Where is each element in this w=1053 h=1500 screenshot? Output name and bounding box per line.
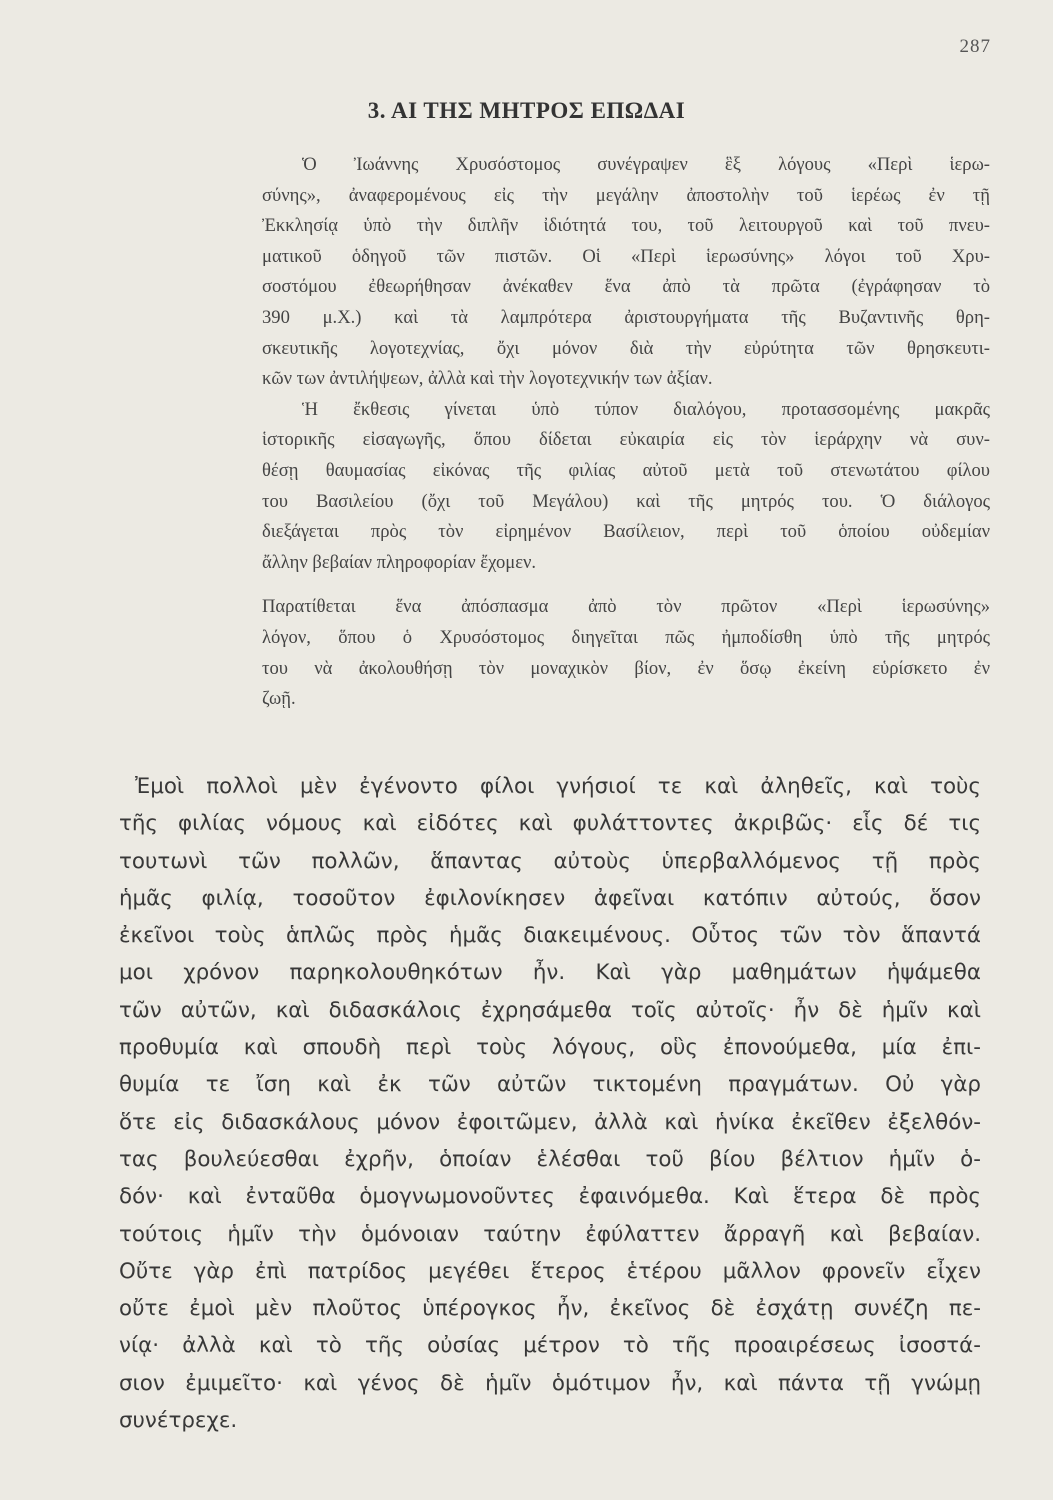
- text-line: του νὰ ἀκολουθήσῃ τὸν μοναχικὸν βίον, ἐν ὅσῳ ἐκείνη εὑρίσκετο ἐν: [262, 657, 990, 679]
- chapter-heading: 3. ΑΙ ΤΗΣ ΜΗΤΡΟΣ ΕΠΩΔΑΙ: [367, 98, 686, 123]
- text-line: Ἐμοὶ πολλοὶ μὲν ἐγένοντο φίλοι γνήσιοί τε καὶ ἀληθεῖς, καὶ τοὺς: [135, 774, 981, 799]
- text-line: Παρατίθεται ἕνα ἀπόσπασμα ἀπὸ τὸν πρῶτον «Περὶ ἱερωσύνης»: [262, 596, 990, 618]
- text-line: ζωῇ.: [262, 688, 296, 710]
- text-line: ἐκεῖνοι τοὺς ἁπλῶς πρὸς ἡμᾶς διακειμένους. Οὗτος τῶν τὸν ἅπαντά: [119, 923, 981, 949]
- text-line: οὔτε ἐμοὶ μὲν πλοῦτος ὑπέρογκος ἦν, ἐκεῖνος δὲ ἐσχάτῃ συνέζη πε-: [119, 1296, 981, 1322]
- text-line: τας βουλεύεσθαι ἐχρῆν, ὁποίαν ἑλέσθαι τοῦ βίου βέλτιον ἡμῖν ὁ-: [119, 1146, 981, 1172]
- intro-paragraph-2: [262, 395, 990, 579]
- text-line: Ἡ ἔκθεσις γίνεται ὑπὸ τύπον διαλόγου, προτασσομένης μακρᾶς: [302, 398, 990, 420]
- text-line: λόγον, ὅπου ὁ Χρυσόστομος διηγεῖται πῶς ἠμποδίσθη ὑπὸ τῆς μητρός: [262, 626, 990, 648]
- text-line: Οὔτε γὰρ ἐπὶ πατρίδος μεγέθει ἕτερος ἑτέρου μᾶλλον φρονεῖν εἶχεν: [119, 1258, 981, 1284]
- text-line: τουτωνὶ τῶν πολλῶν, ἅπαντας αὐτοὺς ὑπερβαλλόμενος τῇ πρὸς: [119, 848, 981, 874]
- text-line: συνέτρεχε.: [119, 1408, 238, 1434]
- text-line: σιον ἐμιμεῖτο· καὶ γένος δὲ ἡμῖν ὁμότιμον ἦν, καὶ πάντα τῇ γνώμῃ: [119, 1370, 981, 1396]
- text-line: σοστόμου ἐθεωρήθησαν ἀνέκαθεν ἕνα ἀπὸ τὰ πρῶτα (ἐγράφησαν τὸ: [262, 276, 990, 298]
- ancient-text-paragraph: [119, 768, 981, 1439]
- text-line: του Βασιλείου (ὄχι τοῦ Μεγάλου) καὶ τῆς μητρός του. Ὁ διάλογος: [262, 490, 990, 512]
- text-line: ἄλλην βεβαίαν πληροφορίαν ἔχομεν.: [262, 551, 537, 573]
- text-line: ἱστορικῆς εἰσαγωγῆς, ὅπου δίδεται εὐκαιρία εἰς τὸν ἱεράρχην νὰ συν-: [262, 429, 990, 451]
- text-line: κῶν των ἀντιλήψεων, ἀλλὰ καὶ τὴν λογοτεχνικήν των ἀξίαν.: [262, 368, 713, 390]
- text-line: ἡμᾶς φιλίᾳ, τοσοῦτον ἐφιλονίκησεν ἀφεῖναι κατόπιν αὐτούς, ὅσον: [119, 885, 981, 911]
- text-line: ματικοῦ ὁδηγοῦ τῶν πιστῶν. Οἱ «Περὶ ἱερωσύνης» λόγοι τοῦ Χρυ-: [262, 245, 990, 267]
- introduction: [262, 150, 990, 715]
- text-line: σύνης», ἀναφερομένους εἰς τὴν μεγάλην ἀποστολὴν τοῦ ἱερέως ἐν τῇ: [262, 184, 990, 206]
- text-line: ὅτε εἰς διδασκάλους μόνον ἐφοιτῶμεν, ἀλλὰ καὶ ἡνίκα ἐκεῖθεν ἐξελθόν-: [119, 1109, 981, 1135]
- text-line: 390 μ.Χ.) καὶ τὰ λαμπρότερα ἀριστουργήματα τῆς Βυζαντινῆς θρη-: [262, 306, 990, 328]
- text-line: Ἐκκλησίᾳ ὑπὸ τὴν διπλῆν ἰδιότητά του, τοῦ λειτουργοῦ καὶ τοῦ πνευ-: [262, 215, 990, 237]
- page-number: 287: [959, 36, 991, 57]
- text-line: Ὁ Ἰωάννης Χρυσόστομος συνέγραψεν ἓξ λόγους «Περὶ ἱερω-: [302, 154, 990, 175]
- text-line: προθυμία καὶ σπουδὴ περὶ τοὺς λόγους, οὓς ἐπονούμεθα, μία ἐπι-: [119, 1035, 981, 1061]
- text-line: τούτοις ἡμῖν τὴν ὁμόνοιαν ταύτην ἐφύλαττεν ἄρραγῆ καὶ βεβαίαν.: [119, 1221, 981, 1247]
- text-line: τῶν αὐτῶν, καὶ διδασκάλοις ἐχρησάμεθα τοῖς αὐτοῖς· ἦν δὲ ἡμῖν καὶ: [119, 997, 981, 1023]
- text-line: δόν· καὶ ἐνταῦθα ὁμογνωμονοῦντες ἐφαινόμεθα. Καὶ ἕτερα δὲ πρὸς: [119, 1184, 981, 1210]
- text-line: μοι χρόνον παρηκολουθηκότων ἦν. Καὶ γὰρ μαθημάτων ἡψάμεθα: [119, 960, 981, 986]
- text-line: θυμία τε ἴση καὶ ἐκ τῶν αὐτῶν τικτομένη πραγμάτων. Οὐ γὰρ: [119, 1072, 981, 1098]
- text-line: σκευτικῆς λογοτεχνίας, ὄχι μόνον διὰ τὴν εὐρύτητα τῶν θρησκευτι-: [262, 337, 990, 359]
- text-line: τῆς φιλίας νόμους καὶ εἰδότες καὶ φυλάττοντες ἀκριβῶς· εἷς δέ τις: [119, 811, 981, 837]
- ancient-text: [119, 768, 981, 1439]
- text-line: διεξάγεται πρὸς τὸν εἰρημένον Βασίλειον, περὶ τοῦ ὁποίου οὐδεμίαν: [262, 521, 990, 543]
- intro-paragraph-3: [262, 592, 990, 714]
- text-line: νίᾳ· ἀλλὰ καὶ τὸ τῆς οὐσίας μέτρον τὸ τῆς προαιρέσεως ἰσοστά-: [119, 1333, 981, 1359]
- text-line: θέσῃ θαυμασίας εἰκόνας τῆς φιλίας αὐτοῦ μετὰ τοῦ στενωτάτου φίλου: [262, 459, 990, 481]
- intro-paragraph-1: [262, 150, 990, 395]
